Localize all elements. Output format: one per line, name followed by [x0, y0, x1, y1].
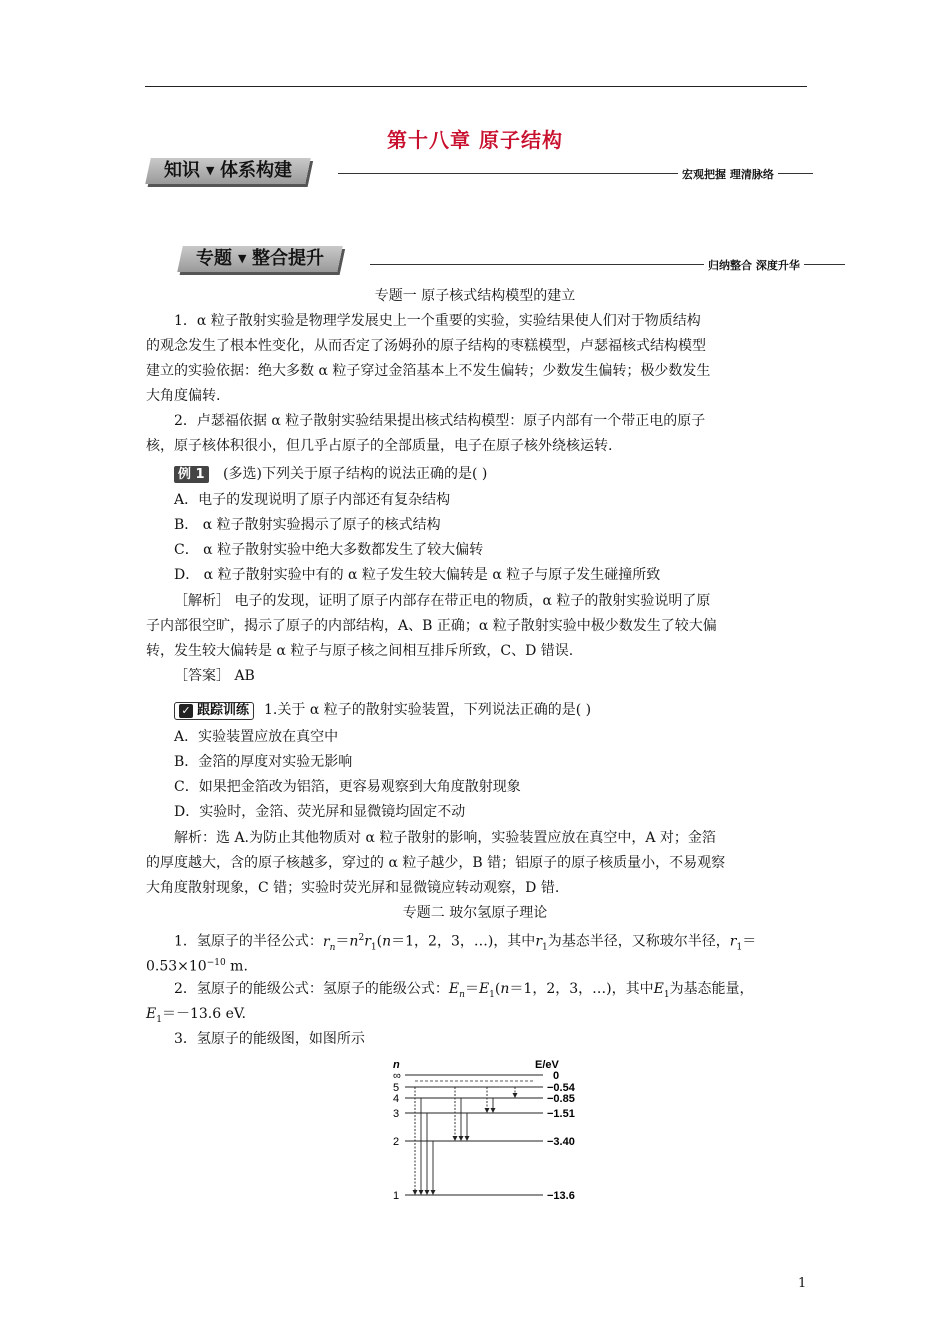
triangle-icon: ▼: [238, 252, 247, 265]
banner-note: 宏观把握 理清脉络: [678, 166, 778, 182]
arrow-head: [485, 1108, 490, 1113]
paragraph-line: 2．卢瑟福依据 α 粒子散射实验结果提出核式结构模型：原子内部有一个带正电的原子: [174, 413, 706, 429]
section-banner-topics: [180, 246, 845, 272]
level-energy-label: −1.51: [547, 1108, 575, 1120]
level-energy-label: −13.6: [547, 1190, 575, 1202]
banner-title-2: 整合提升: [252, 248, 325, 269]
level-n-label: 3: [393, 1108, 400, 1120]
arrow-head: [513, 1093, 518, 1098]
example-question: [174, 464, 487, 484]
arrow-head: [431, 1190, 436, 1195]
energy-formula-line: 2．氢原子的能级公式：氢原子的能级公式：$E_n=E_1(n=1$，2，3，…)，其中$E_1$为基态能量，: [174, 981, 754, 1000]
level-energy-label: −0.54: [547, 1082, 575, 1094]
level-energy-label: 0: [553, 1070, 560, 1082]
arrow-head: [459, 1136, 464, 1141]
option-a: A．实验装置应放在真空中: [174, 729, 339, 745]
analysis-line: 解析：选 A.为防止其他物质对 α 粒子散射的影响，实验装置应放在真空中，A 对；金箔: [174, 830, 716, 846]
analysis-line: 大角度散射现象，C 错；实验时荧光屏和显微镜应转动观察，D 错.: [146, 880, 560, 896]
energy-value-line: $E_1=-13.6$ eV.: [146, 1006, 246, 1025]
option-d: D．实验时，金箔、荧光屏和显微镜均固定不动: [174, 804, 466, 820]
check-icon: ✓: [179, 704, 193, 718]
topic1-heading: 专题一 原子核式结构模型的建立: [374, 288, 576, 304]
paragraph-line: 建立的实验依据：绝大多数 α 粒子穿过金箔基本上不发生偏转；少数发生偏转；极少数发生: [146, 363, 711, 379]
radius-value-line: $0.53\times 10^{-10}$ m.: [146, 958, 248, 975]
example-question-text: (多选)下列关于原子结构的说法正确的是( ): [223, 466, 488, 482]
page-number: 1: [798, 1276, 807, 1291]
diagram-intro-line: 3．氢原子的能级图，如图所示: [174, 1031, 365, 1047]
option-c: C．如果把金箔改为铝箔，更容易观察到大角度散射现象: [174, 779, 521, 795]
arrow-head: [425, 1190, 430, 1195]
arrow-head: [413, 1190, 418, 1195]
axis-label-energy: E/eV: [535, 1059, 559, 1071]
option-d: D． α 粒子散射实验中有的 α 粒子发生较大偏转是 α 粒子与原子发生碰撞所致: [174, 567, 661, 583]
level-n-label: 5: [393, 1082, 400, 1094]
banner-title-1: 知识: [164, 160, 200, 181]
practice-badge: ✓ 跟踪训练: [174, 702, 254, 720]
triangle-icon: ▼: [206, 164, 215, 177]
topic2-heading: 专题二 玻尔氢原子理论: [402, 905, 548, 921]
level-energy-label: −0.85: [547, 1093, 575, 1105]
level-energy-label: −3.40: [547, 1136, 575, 1148]
level-n-label: ∞: [393, 1070, 401, 1082]
header-rule: [145, 86, 807, 87]
practice-question-text: 1.关于 α 粒子的散射实验装置，下列说法正确的是( ): [264, 702, 592, 718]
example-badge: 例 1: [174, 466, 209, 483]
energy-level-diagram: [385, 1055, 615, 1205]
level-n-label: 1: [393, 1190, 400, 1202]
answer-line: ［答案］ AB: [174, 668, 255, 684]
paragraph-line: 大角度偏转.: [146, 388, 221, 404]
practice-question: [174, 700, 591, 720]
arrow-head: [491, 1108, 496, 1113]
arrow-head: [453, 1136, 458, 1141]
option-b: B．金箔的厚度对实验无影响: [174, 754, 353, 770]
analysis-line: 子内部很空旷，揭示了原子的内部结构，A、B 正确；α 粒子散射实验中极少数发生了较大偏: [146, 618, 717, 634]
section-banner-knowledge: [148, 158, 813, 184]
analysis-line: ［解析］ 电子的发现，证明了原子内部存在带正电的物质，α 粒子的散射实验说明了原: [174, 593, 711, 609]
chapter-title: 第十八章 原子结构: [387, 128, 563, 152]
option-b: B． α 粒子散射实验揭示了原子的核式结构: [174, 517, 441, 533]
level-n-label: 2: [393, 1136, 400, 1148]
option-c: C． α 粒子散射实验中绝大多数都发生了较大偏转: [174, 542, 484, 558]
paragraph-line: 1．α 粒子散射实验是物理学发展史上一个重要的实验，实验结果使人们对于物质结构: [174, 313, 701, 329]
arrow-head: [419, 1190, 424, 1195]
axis-label-n: n: [393, 1059, 400, 1071]
analysis-line: 的厚度越大，含的原子核越多，穿过的 α 粒子越少，B 错；铝原子的原子核质量小，不易观察: [146, 855, 726, 871]
option-a: A．电子的发现说明了原子内部还有复杂结构: [174, 492, 451, 508]
banner-title-1: 专题: [196, 248, 232, 269]
arrow-head: [465, 1136, 470, 1141]
analysis-line: 转，发生较大偏转是 α 粒子与原子核之间相互排斥所致，C、D 错误.: [146, 643, 574, 659]
level-n-label: 4: [393, 1093, 400, 1105]
banner-note: 归纳整合 深度升华: [704, 257, 804, 273]
radius-formula-line: 1．氢原子的半径公式：$r_n=n^2r_1(n=1$，2，3，…)，其中$r_1$为基态半径，又称玻尔半径，$r_1=$: [174, 933, 757, 953]
paragraph-line: 核，原子核体积很小，但几乎占原子的全部质量，电子在原子核外绕核运转.: [146, 438, 613, 454]
banner-title-2: 体系构建: [220, 160, 293, 181]
paragraph-line: 的观念发生了根本性变化，从而否定了汤姆孙的原子结构的枣糕模型，卢瑟福核式结构模型: [146, 338, 706, 354]
